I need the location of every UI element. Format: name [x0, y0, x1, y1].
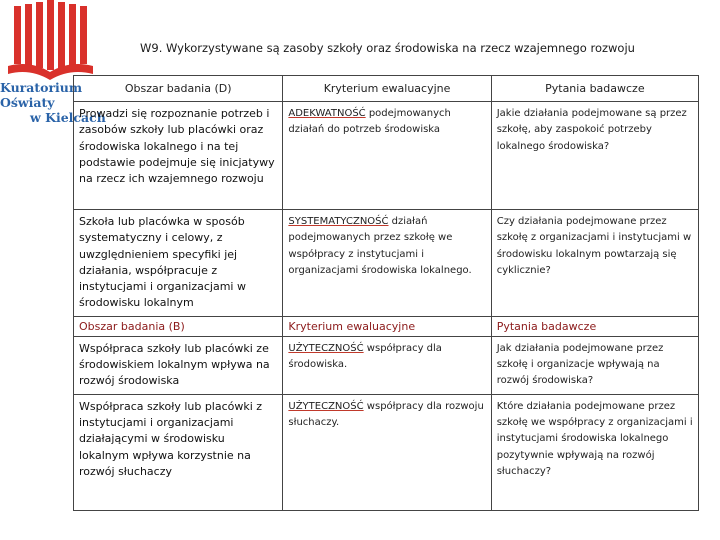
criterion-cell [283, 102, 491, 210]
question-cell: Jakie działania podejmowane są przez szkołę, aby zaspokoić potrzeby lokalnego środowiska? [491, 102, 698, 210]
subheader-criterion: Kryterium ewaluacyjne [283, 316, 491, 336]
question-cell: Czy działania podejmowane przez szkołę z organizacjami i instytucjami w środowisku lokalnym powtarzają się cyklicznie? [491, 210, 698, 317]
logo-line-2: w Kielcach [30, 110, 106, 125]
criterion-cell [283, 394, 491, 510]
evaluation-table [73, 75, 699, 511]
area-cell: Szkoła lub placówka w sposób systematyczny i celowy, z uwzględnieniem specyfiki jej działania, współpracuje z instytucjami i organizacjami w środowisku lokalnym [74, 210, 283, 317]
criterion-text: współpracy dla środowiska. [288, 342, 442, 371]
criterion-key: UŻYTECZNOŚĆ [288, 400, 364, 412]
subheader-area: Obszar badania (B) [74, 316, 283, 336]
criterion-key: SYSTEMATYCZNOŚĆ [288, 216, 389, 227]
table-row [74, 210, 699, 317]
subheader-questions: Pytania badawcze [491, 316, 698, 336]
question-cell: Które działania podejmowane przez szkołę we współpracy z organizacjami i instytucjami środowiska lokalnego pozytywnie wpływają na rozwój słuchaczy? [491, 394, 698, 510]
table-row [74, 394, 699, 510]
question-cell: Jak działania podejmowane przez szkołę i organizacje wpływają na rozwój środowiska? [491, 336, 698, 394]
area-cell: Prowadzi się rozpoznanie potrzeb i zasobów szkoły lub placówki oraz środowiska lokalnego i na tej podstawie podejmuje się inicjatywy na rzecz ich wzajemnego rozwoju [74, 102, 283, 210]
subheader-row [74, 316, 699, 336]
criterion-cell [283, 210, 491, 317]
criterion-text: działań podejmowanych przez szkołę we współpracy z instytucjami i organizacjami środowiska lokalnego. [288, 216, 472, 276]
criterion-cell [283, 336, 491, 394]
header-area: Obszar badania (D) [74, 76, 283, 102]
area-cell: Współpraca szkoły lub placówki ze środowiskiem lokalnym wpływa na rozwój środowiska [74, 336, 283, 394]
header-criterion: Kryterium ewaluacyjne [283, 76, 491, 102]
criterion-text: współpracy dla rozwoju słuchaczy. [288, 400, 484, 428]
area-cell: Współpraca szkoły lub placówki z instytucjami i organizacjami działającymi w środowisku lokalnym wpływa korzystnie na rozwój słuchaczy [74, 394, 283, 510]
criterion-text: podejmowanych działań do potrzeb środowiska [288, 108, 451, 136]
criterion-key: UŻYTECZNOŚĆ [288, 342, 364, 354]
table-row [74, 336, 699, 394]
criterion-key: ADEKWATNOŚĆ [288, 108, 366, 119]
table-header-row [74, 76, 699, 102]
page-title: W9. Wykorzystywane są zasoby szkoły oraz środowiska na rzecz wzajemnego rozwoju [140, 41, 635, 55]
table-row [74, 102, 699, 210]
header-questions: Pytania badawcze [491, 76, 698, 102]
logo-line-1: Kuratorium Oświaty [0, 80, 83, 110]
